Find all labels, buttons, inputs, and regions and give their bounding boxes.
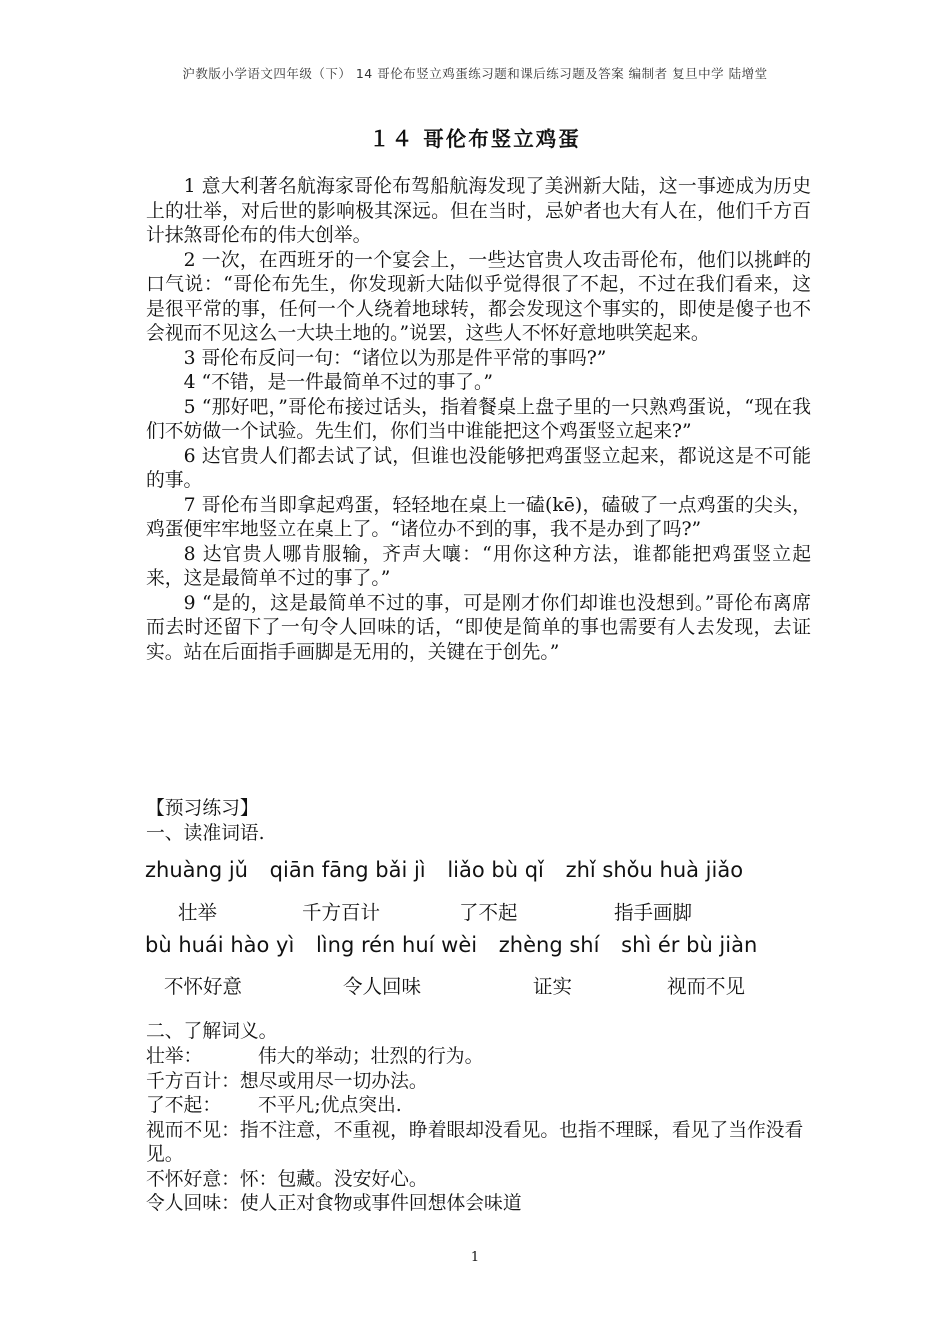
definition-term: 视而不见： [146, 1119, 240, 1141]
definition-item [146, 1119, 811, 1168]
definition-meaning: 想尽或用尽一切办法。 [239, 1070, 428, 1092]
paragraph: 1 意大利著名航海家哥伦布驾船航海发现了美洲新大陆，这一事迹成为历史上的壮举，对后世的影响极其深远。但在当时，忌妒者也大有人在，他们千方百计抹煞哥伦布的伟大创举。 [146, 176, 811, 246]
definition-meaning: 使人正对食物或事件回想体会味道 [239, 1193, 522, 1214]
vocab-word: 指手画脚 [614, 901, 693, 924]
definition-term: 不怀好意： [146, 1168, 240, 1190]
definition-meaning: 不平凡;优点突出. [258, 1095, 402, 1116]
definition-term: 了不起： [146, 1095, 222, 1116]
vocab-word: 了不起 [459, 901, 518, 924]
paragraph: 4 “不错，是一件最简单不过的事了。” [183, 372, 494, 393]
vocab-word: 视而不见 [667, 975, 746, 998]
paragraph: 7 哥伦布当即拿起鸡蛋，轻轻地在桌上一磕(kē)，磕破了一点鸡蛋的尖头，鸡蛋便牢牢地竖立在桌上了。“诸位办不到的事，我不是办到了吗?” [146, 494, 811, 540]
vocab-word: 壮举 [178, 901, 218, 924]
definition-item [146, 1192, 811, 1217]
story-text [146, 175, 811, 665]
definition-item [146, 1045, 811, 1070]
definition-term: 千方百计： [146, 1070, 240, 1092]
vocab-word: 千方百计 [302, 901, 381, 924]
paragraph: 3 哥伦布反问一句：“诸位以为那是件平常的事吗?” [183, 347, 607, 369]
paragraph: 9 “是的，这是最简单不过的事，可是刚才你们却谁也没想到。”哥伦布离席而去时还留下了一句令人回味的话，“即使是简单的事也需要有人去发现，去证实。站在后面指手画脚是无用的，关键在于创先。” [146, 592, 811, 663]
pinyin-row [145, 933, 772, 957]
question-1: 一、读准词语. [146, 823, 265, 844]
vocab-word: 不怀好意 [164, 975, 243, 998]
pinyin: zhuàng jǔ [145, 858, 248, 882]
vocab-word: 令人回味 [343, 975, 422, 998]
definition-list [146, 1045, 811, 1217]
question-2: 二、了解词义。 [146, 1021, 278, 1042]
definition-item [146, 1094, 811, 1119]
paragraph: 6 达官贵人们都去试了试，但谁也没能够把鸡蛋竖立起来，都说这是不可能的事。 [146, 445, 811, 491]
paragraph: 8 达官贵人哪肯服输，齐声大嚷：“用你这种方法，谁都能把鸡蛋竖立起来，这是最简单不过的事了。” [146, 543, 811, 589]
lesson-title: １４ 哥伦布竖立鸡蛋 [369, 127, 581, 151]
pinyin: shì ér bù jiàn [621, 933, 758, 957]
pinyin: qiān fāng bǎi jì [269, 858, 426, 882]
definition-term: 壮举： [146, 1046, 203, 1067]
vocab-word: 证实 [533, 975, 573, 998]
definition-meaning: 怀：包藏。没安好心。 [239, 1168, 428, 1190]
pinyin: lìng rén huí wèi [315, 933, 478, 957]
page-number: 1 [470, 1250, 480, 1265]
definition-meaning: 伟大的举动；壮烈的行为。 [258, 1046, 484, 1067]
pinyin: bù huái hào yì [145, 933, 295, 957]
definition-term: 令人回味： [146, 1193, 240, 1214]
definition-meaning: 指不注意，不重视，睁着眼却没看见。也指不理睬，看见了当作没看见。 [146, 1119, 804, 1165]
preview-heading: 【预习练习】 [146, 798, 259, 819]
pinyin: zhǐ shǒu huà jiǎo [565, 858, 744, 882]
page-header: 沪教版小学语文四年级（下） 14 哥伦布竖立鸡蛋练习题和课后练习题及答案 编制者 复旦中学 陆增堂 [182, 66, 768, 81]
paragraph: 5 “那好吧，”哥伦布接过话头，指着餐桌上盘子里的一只熟鸡蛋说，“现在我们不妨做一个试验。先生们，你们当中谁能把这个鸡蛋竖立起来?” [146, 396, 811, 442]
pinyin: liǎo bù qǐ [447, 858, 544, 882]
definition-item [146, 1070, 811, 1095]
pinyin: zhèng shí [498, 933, 600, 957]
pinyin-row [145, 858, 758, 882]
definition-item [146, 1168, 811, 1193]
paragraph: 2 一次，在西班牙的一个宴会上，一些达官贵人攻击哥伦布，他们以挑衅的口气说：“哥伦布先生，你发现新大陆似乎觉得很了不起，不过在我们看来，这是很平常的事，任何一个人绕着地球转，都会发现这个事实的，即使是傻子也不会视而不见这么一大块土地的。”说罢，这些人不怀好意地哄笑起来。 [146, 249, 811, 344]
